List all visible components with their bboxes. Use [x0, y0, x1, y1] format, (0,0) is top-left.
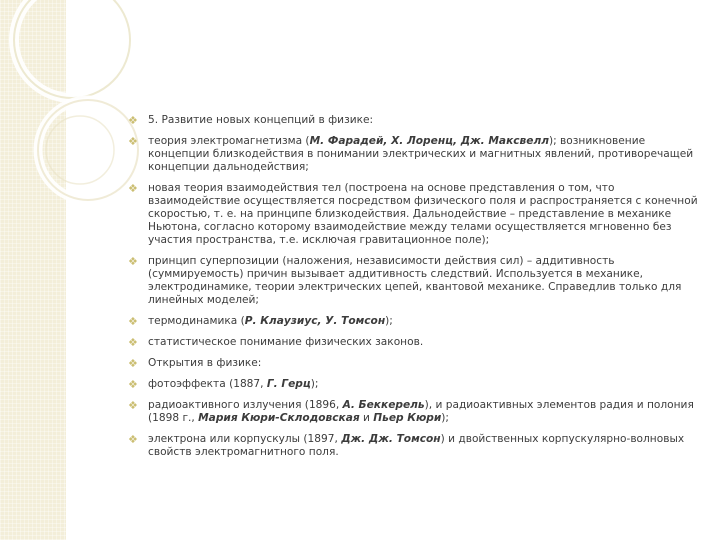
bullet-icon: ❖ [128, 135, 138, 148]
list-item: ❖ электрона или корпускулы (1897, Дж. Дж. Томсон) и двойственных корпускулярно-волновых свойств электромагнитного поля. [128, 433, 685, 458]
bullet-icon: ❖ [128, 433, 138, 446]
bullet-icon: ❖ [128, 378, 138, 391]
list-item: ❖ фотоэффекта (1887, Г. Герц); [128, 378, 319, 391]
list-item: ❖ принцип суперпозиции (наложения, независимости действия сил) – аддитивность (суммируемость) причин вызывает аддитивность следствий. Используется в механике, электродинамике, теории электрических цепей, квантовой механике. Справедлив только для линейных моделей; [128, 255, 682, 306]
bullet-icon: ❖ [128, 357, 138, 370]
list-item: ❖ теория электромагнетизма (М. Фарадей, Х. Лоренц, Дж. Максвелл); возникновение концепции близкодействия в понимании электрических и магнитных явлений, противоречащей концепции дальнодействия; [128, 135, 694, 173]
list-item: ❖ радиоактивного излучения (1896, А. Беккерель), и радиоактивных элементов радия и полония (1898 г., Мария Кюри-Склодовская и Пьер Кюри); [128, 399, 694, 424]
bullet-icon: ❖ [128, 336, 138, 349]
bullet-icon: ❖ [128, 255, 138, 268]
bullet-icon: ❖ [128, 182, 138, 195]
bullet-icon: ❖ [128, 399, 138, 412]
bullet-icon: ❖ [128, 315, 138, 328]
bullet-list [128, 114, 703, 467]
list-item: ❖ 5. Развитие новых концепций в физике: [128, 114, 374, 127]
bullet-icon: ❖ [128, 114, 138, 127]
list-item: ❖ Открытия в физике: [128, 357, 262, 370]
list-item: ❖ новая теория взаимодействия тел (построена на основе представления о том, что взаимодействие осуществляется посредством физического поля и распространяется с конечной скоростью, т. е. на принципе близкодействия. Дальнодействие – представление в механике Ньютона, согласно которому взаимодействие между телами осуществляется мгновенно без участия пространства, т.е. исключая гравитационное поле); [128, 182, 698, 246]
list-item: ❖ термодинамика (Р. Клаузиус, У. Томсон); [128, 315, 393, 328]
list-item: ❖ статистическое понимание физических законов. [128, 336, 424, 349]
